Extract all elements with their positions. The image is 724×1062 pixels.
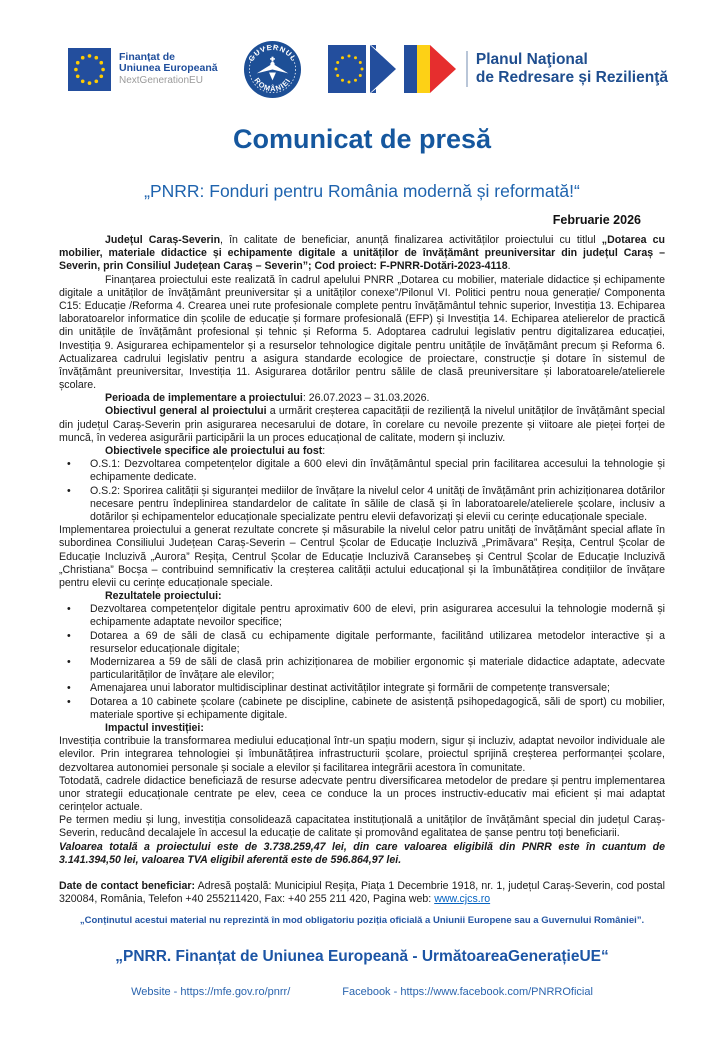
tricolor-divider xyxy=(0,932,724,935)
eu-logo-text xyxy=(119,52,218,87)
text-run: Implementarea proiectului a generat rezultate concrete și măsurabile la nivelul celor patru unități de învățământ special aflate în subordinea Consiliului Județean Caraș-Severin – Centrul Școlar de Educație Incluzivă „Primăvara” Reșița, Centrul Școlar de Educație Incluzivă „Aurora” Reșița, Centrul Școlar de Educație Incluzivă Caransebeș și Centrul Școlar de Educație Incluzivă „Christiana” Bocșa – contribuind semnificativ la creșterea calității actului educațional și la îmbunătățirea condițiilor de învățare pentru elevii cu cerințe educaționale speciale. xyxy=(59,524,665,589)
eu-flag-icon xyxy=(68,48,111,91)
text-run: Date de contact beneficiar: xyxy=(59,880,196,892)
paragraph xyxy=(59,814,665,840)
list-item: • O.S.1: Dezvoltarea competențelor digitale a 600 elevi din învățământul special prin facilitarea accesului la tehnologie și echipamente dedicate. xyxy=(90,458,665,484)
paragraph xyxy=(59,775,665,815)
gov-seal-text-top: GUVERNUL xyxy=(246,42,299,63)
list-item: • Modernizarea a 59 de săli de clasă prin achiziționarea de mobilier ergonomic și materiale didactice adaptate, adecvate particularităților de învățare ale elevilor; xyxy=(90,656,665,682)
gov-seal-text-bottom: ROMÂNIEI xyxy=(252,75,293,93)
bullet-list xyxy=(59,458,665,524)
list-item: • Dotarea a 69 de săli de clasă cu echipamente digitale performante, facilitând utilizarea metodelor interactive și a resurselor educaționale digitale; xyxy=(90,630,665,656)
text-run: Investiția contribuie la transformarea mediului educațional într-un spațiu modern, sigur și incluziv, adaptat nevoilor individuale ale elevilor. Prin integrarea tehnologiei și îmbunătățirea infrastructurii școlare, proiectul sprijină creșterea performanței școlare, dezvoltarea autonomiei personale și sociale a elevilor și facilitarea integrării acestora în comunitate. xyxy=(59,735,665,774)
pnrr-logo xyxy=(328,41,668,97)
paragraph xyxy=(59,880,665,906)
paragraph xyxy=(59,392,665,405)
paragraph xyxy=(59,234,665,274)
beneficiary-website-link[interactable]: www.cjcs.ro xyxy=(434,893,491,906)
text-run: : 26.07.2023 – 31.03.2026. xyxy=(302,392,430,405)
header-logos xyxy=(0,38,724,100)
page-title: Comunicat de presă xyxy=(232,124,492,154)
paragraph xyxy=(59,735,665,775)
tricolor-blue-segment xyxy=(0,932,246,935)
text-run: , în calitate de beneficiar, anunță finalizarea activităților proiectului cu titlul xyxy=(220,234,602,246)
pnrr-logo-line2: de Redresare și Rezilienţă xyxy=(475,69,668,86)
text-run: Obiectivul general al proiectului xyxy=(105,405,267,418)
text-run: Impactul investiției: xyxy=(105,721,204,734)
list-item: • O.S.2: Sporirea calității și siguranței mediilor de învățare la nivelul celor 4 unități de învățământ prin achiziționarea dotărilor necesare pentru îndeplinirea standardelor de calitate în sălile de clasă și în laboratoarele/atelierele școlare, inclusiv a dotărilor și echipamentelor educaționale specializate pentru elevii defavorizați și elevii cu cerințe educaționale speciale. xyxy=(90,485,665,525)
pnrr-arrows-icon xyxy=(328,41,458,97)
paragraph xyxy=(59,445,665,458)
website-link[interactable]: Website - https://mfe.gov.ro/pnrr/ xyxy=(131,986,291,999)
text-run: Perioada de implementare a proiectului xyxy=(105,392,303,405)
date-label: Februarie 2026 xyxy=(552,213,641,227)
eu-logo-line1: Finanțat de xyxy=(119,50,176,63)
text-run: Pe termen mediu și lung, investiția consolidează capacitatea instituțională a unităților de învățământ special din județul Caraș-Severin, reducând decalajele în accesul la educație de calitate și promovând egalitatea de șanse pentru toți beneficiarii. xyxy=(59,814,665,840)
text-run: Finanțarea proiectului este realizată în cadrul apelului PNRR „Dotarea cu mobilier, materiale didactice și echipamente digitale a unităților de învățământ preuniversitar și a unităților conexe”/Pilonul VI. Politici pentru noua generație/ Componenta C15: Educație /Reforma 4. Crearea unei rute profesionale complete pentru învățământul tehnic superior, Investiția 13. Echiparea laboratoarelor informatice din școlile de educație și formare profesională (EFP) și Investiția 14. Echiparea atelierelor de practică din unitățile de învățământ profesional și tehnic și Reforma 5. Adoptarea cadrului legislativ pentru digitalizarea educației, Investiția 9. Asigurarea echipamentelor și a resurselor tehnologice digitale pentru unitățile de învățământ precum și Reforma 6. Actualizarea cadrului legislativ pentru a asigura standarde ecologice de proiectare, construcție și dotare în sistemul de învățământ preuniversitar, Investiția 11. Asigurarea dotărilor pentru sălile de clasă preuniversitare și laboratoarele/atelierele școlare. xyxy=(59,273,665,392)
text-run: Obiectivele specifice ale proiectului au fost xyxy=(105,445,323,457)
eu-logo-line3: NextGenerationEU xyxy=(119,75,203,87)
eu-logo-line2: Uniunea Europeană xyxy=(119,62,218,75)
text-run: Adresă poștală: Municipiul Reșița, Piața 1 Decembrie 1918, nr. 1, județul Caraș-Severin, cod postal 320084, România, Telefon +40 255211420, Fax: +40 255 211 420, Pagina web: xyxy=(59,880,665,906)
list-item: • Dezvoltarea competențelor digitale pentru aproximativ 600 de elevi, prin asigurarea accesului la tehnologie modernă și echipamente adaptate nevoilor specifice; xyxy=(90,603,665,629)
pnrr-logo-text xyxy=(466,51,668,88)
paragraph xyxy=(59,841,665,867)
body-content xyxy=(59,234,665,906)
text-run: : xyxy=(322,445,326,457)
gov-seal-icon xyxy=(243,40,302,99)
footer-links xyxy=(0,986,724,998)
tricolor-yellow-segment xyxy=(246,932,478,935)
disclaimer-text: „Conținutul acestui material nu reprezintă în mod obligatoriu poziția oficială a Uniunii Europene sau a Guvernului României”. xyxy=(79,915,645,927)
tricolor-red-segment xyxy=(478,932,724,935)
list-item: • Amenajarea unui laborator multidisciplinar destinat activităților integrate și formării de competențe transversale; xyxy=(90,682,665,695)
paragraph xyxy=(59,405,665,445)
text-run: „Dotarea cu mobilier, materiale didactice și echipamente digitale a unităților de învățământ preuniversitar din județul Caraș – Severin, prin Consiliul Județean Caraș – Severin”; Cod proiect: F-PNRR-Dotări-2023-4118 xyxy=(59,234,666,273)
footer-slogan: „PNRR. Finanțat de Uniunea Europeană - UrmătoareaGenerațieUE“ xyxy=(115,948,609,966)
text-run: Totodată, cadrele didactice beneficiază de resurse adecvate pentru diversificarea metodelor de predare și pentru implementarea unor strategii educaționale centrate pe elev, ceea ce conduce la un proces instructiv-educativ mai eficient și mai adaptat cerințelor actuale. xyxy=(59,774,665,814)
text-run: Județul Caraș-Severin xyxy=(105,234,221,246)
text-run: . xyxy=(507,260,511,273)
text-run: Rezultatele proiectului: xyxy=(105,590,222,603)
bullet-list xyxy=(59,603,665,722)
eu-funding-logo xyxy=(68,48,218,91)
paragraph xyxy=(59,274,665,393)
text-run: Valoarea totală a proiectului este de 3.738.259,47 lei, din care valoarea eligibilă din PNRR este în cuantum de 3.141.394,50 lei, valoarea TVA eligibil aferentă este de 596.864,97 lei. xyxy=(59,840,665,866)
press-release-subtitle: „PNRR: Fonduri pentru România modernă și reformată!“ xyxy=(144,181,580,201)
paragraph xyxy=(59,524,665,590)
pnrr-logo-line1: Planul Naţional xyxy=(475,50,588,68)
list-item: • Dotarea a 10 cabinete școlare (cabinete pe discipline, cabinete de asistență psihopedagogică, săli de sport) cu mobilier, materiale sportive și echipamente digitale. xyxy=(90,696,665,722)
text-run: a urmărit creșterea capacității de reziliență la nivelul unităților de învățământ special din județul Caraș-Severin prin asigurarea necesarului de dotare, în corelare cu nevoile prezente și viitoare ale pieței forței de muncă, în vederea asigurării participării la un proces educațional de calitate, modern și incluziv. xyxy=(59,405,665,444)
facebook-link[interactable]: Facebook - https://www.facebook.com/PNRROficial xyxy=(342,986,593,999)
paragraph xyxy=(59,722,665,735)
paragraph xyxy=(59,590,665,603)
